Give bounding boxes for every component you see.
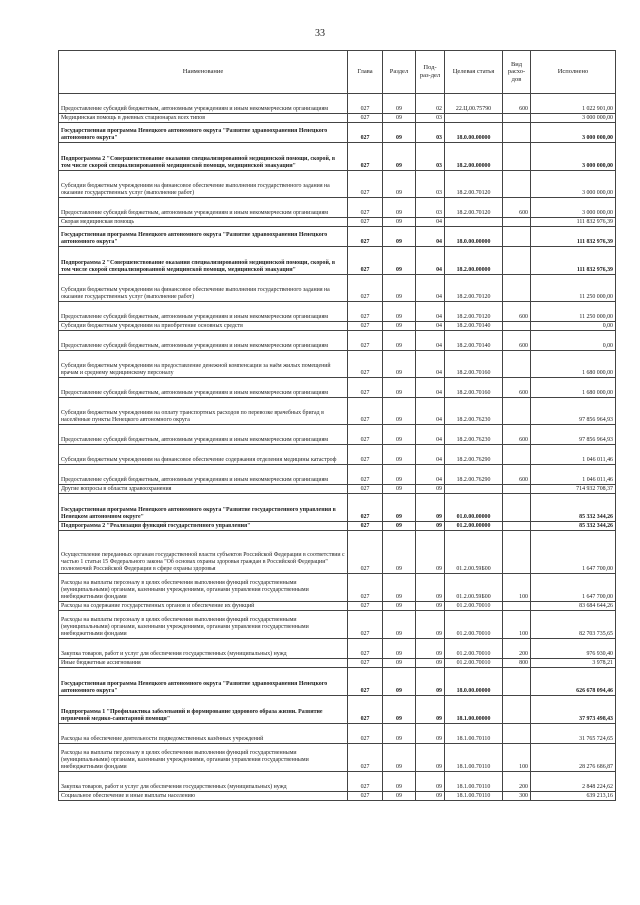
cell-razdel: 09: [383, 772, 416, 792]
table-row: [59, 792, 616, 801]
cell-expense-type: [503, 227, 531, 247]
cell-name: Предоставление субсидий бюджетным, автономным учреждениям и иным некоммерческим организациям: [59, 198, 348, 218]
cell-razdel: 09: [383, 724, 416, 744]
cell-target-article: 01.2.00.59Б00: [445, 531, 503, 574]
cell-glava: 027: [348, 351, 383, 378]
table-row: [59, 247, 616, 275]
cell-name: Предоставление субсидий бюджетным, автономным учреждениям и иным некоммерческим организациям: [59, 465, 348, 485]
cell-name: Субсидии бюджетным учреждениям на финансовое обеспечение выполнения государственного задания на оказание государственных услуг (выполнение работ): [59, 275, 348, 302]
cell-podrazdel: 09: [416, 792, 445, 801]
table-row: [59, 302, 616, 322]
table-row: [59, 494, 616, 522]
cell-target-article: 18.1.00.70110: [445, 724, 503, 744]
cell-name: Предоставление субсидий бюджетным, автономным учреждениям и иным некоммерческим организациям: [59, 302, 348, 322]
cell-podrazdel: 04: [416, 351, 445, 378]
cell-executed: 2 848 224,62: [531, 772, 616, 792]
cell-razdel: 09: [383, 143, 416, 171]
cell-executed: 97 856 964,93: [531, 398, 616, 425]
cell-name: Иные бюджетные ассигнования: [59, 659, 348, 668]
cell-expense-type: 100: [503, 611, 531, 639]
cell-podrazdel: 09: [416, 744, 445, 772]
table-row: [59, 696, 616, 724]
cell-executed: 1 046 011,46: [531, 445, 616, 465]
cell-target-article: 18.2.00.70120: [445, 275, 503, 302]
cell-glava: 027: [348, 485, 383, 494]
cell-target-article: 01.2.00.70010: [445, 659, 503, 668]
table-header-row: [59, 51, 616, 94]
cell-expense-type: [503, 123, 531, 143]
cell-expense-type: [503, 398, 531, 425]
cell-glava: 027: [348, 639, 383, 659]
cell-executed: 639 213,16: [531, 792, 616, 801]
table-row: [59, 351, 616, 378]
cell-executed: 714 932 708,37: [531, 485, 616, 494]
header-expense-type: Вид расхо-дов: [503, 51, 531, 94]
cell-glava: 027: [348, 602, 383, 611]
cell-glava: 027: [348, 378, 383, 398]
cell-target-article: 01.2.00.70010: [445, 639, 503, 659]
cell-podrazdel: 09: [416, 602, 445, 611]
table-row: [59, 639, 616, 659]
cell-name: Социальное обеспечение и иные выплаты населению: [59, 792, 348, 801]
cell-podrazdel: 04: [416, 322, 445, 331]
cell-podrazdel: 04: [416, 398, 445, 425]
cell-target-article: 18.1.00.70110: [445, 772, 503, 792]
cell-glava: 027: [348, 302, 383, 322]
cell-executed: 111 832 976,39: [531, 227, 616, 247]
cell-name: Субсидии бюджетным учреждениям на приобретение основных средств: [59, 322, 348, 331]
cell-podrazdel: 04: [416, 378, 445, 398]
cell-name: Субсидии бюджетным учреждениям на оплату транспортных расходов по перевозке врачебных бригад в населённые пункты Ненецкого автономного округа: [59, 398, 348, 425]
cell-target-article: 01.2.00.00000: [445, 522, 503, 531]
cell-expense-type: [503, 724, 531, 744]
table-row: [59, 724, 616, 744]
cell-podrazdel: 03: [416, 143, 445, 171]
table-row: [59, 445, 616, 465]
page-number: 33: [315, 28, 325, 39]
cell-razdel: 09: [383, 247, 416, 275]
cell-razdel: 09: [383, 425, 416, 445]
cell-expense-type: [503, 171, 531, 198]
cell-podrazdel: 04: [416, 227, 445, 247]
cell-glava: 027: [348, 659, 383, 668]
cell-target-article: 18.2.00.70120: [445, 171, 503, 198]
cell-razdel: 09: [383, 522, 416, 531]
cell-expense-type: [503, 485, 531, 494]
cell-glava: 027: [348, 114, 383, 123]
cell-podrazdel: 04: [416, 425, 445, 445]
cell-name: Предоставление субсидий бюджетным, автономным учреждениям и иным некоммерческим организациям: [59, 425, 348, 445]
cell-name: Субсидии бюджетным учреждениям на предоставление денежной компенсации за наём жилых помещений врачам и среднему медицинскому персоналу: [59, 351, 348, 378]
cell-name: Расходы на выплаты персоналу в целях обеспечения выполнения функций государственными (муниципальными) органами, казенными учреждениями, органами управления государственными внебюджетными фондами: [59, 574, 348, 602]
cell-razdel: 09: [383, 331, 416, 351]
cell-glava: 027: [348, 123, 383, 143]
cell-glava: 027: [348, 522, 383, 531]
cell-executed: 1 680 000,00: [531, 378, 616, 398]
cell-razdel: 09: [383, 123, 416, 143]
cell-name: Скорая медицинская помощь: [59, 218, 348, 227]
cell-razdel: 09: [383, 302, 416, 322]
cell-target-article: 18.2.00.70140: [445, 322, 503, 331]
cell-expense-type: 600: [503, 94, 531, 114]
cell-target-article: 01.2.00.70010: [445, 611, 503, 639]
cell-podrazdel: 09: [416, 724, 445, 744]
cell-podrazdel: 09: [416, 668, 445, 696]
header-target-article: Целевая статья: [445, 51, 503, 94]
cell-target-article: 18.2.00.76290: [445, 465, 503, 485]
cell-razdel: 09: [383, 574, 416, 602]
cell-razdel: 09: [383, 602, 416, 611]
cell-expense-type: 600: [503, 302, 531, 322]
cell-glava: 027: [348, 792, 383, 801]
cell-glava: 027: [348, 247, 383, 275]
cell-podrazdel: 09: [416, 494, 445, 522]
cell-podrazdel: 04: [416, 218, 445, 227]
cell-expense-type: [503, 247, 531, 275]
cell-podrazdel: 09: [416, 696, 445, 724]
cell-podrazdel: 09: [416, 531, 445, 574]
cell-razdel: 09: [383, 378, 416, 398]
cell-target-article: 18.2.00.70160: [445, 378, 503, 398]
cell-executed: 1 680 000,00: [531, 351, 616, 378]
cell-glava: 027: [348, 611, 383, 639]
cell-target-article: 18.2.00.76230: [445, 398, 503, 425]
cell-glava: 027: [348, 94, 383, 114]
cell-executed: 85 332 344,26: [531, 494, 616, 522]
cell-executed: 1 022 901,00: [531, 94, 616, 114]
cell-executed: 97 856 964,93: [531, 425, 616, 445]
table-row: [59, 772, 616, 792]
cell-target-article: 18.2.00.76230: [445, 425, 503, 445]
cell-executed: 111 832 976,39: [531, 218, 616, 227]
cell-target-article: 01.2.00.59Б00: [445, 574, 503, 602]
cell-glava: 027: [348, 227, 383, 247]
table-row: [59, 398, 616, 425]
cell-name: Расходы на содержание государственных органов и обеспечение их функций: [59, 602, 348, 611]
header-razdel: Раздел: [383, 51, 416, 94]
cell-executed: 3 978,21: [531, 659, 616, 668]
cell-target-article: 18.1.00.70110: [445, 792, 503, 801]
cell-target-article: 18.0.00.00000: [445, 123, 503, 143]
cell-target-article: 18.2.00.70120: [445, 302, 503, 322]
cell-glava: 027: [348, 275, 383, 302]
cell-glava: 027: [348, 445, 383, 465]
cell-expense-type: [503, 114, 531, 123]
cell-razdel: 09: [383, 94, 416, 114]
cell-target-article: [445, 485, 503, 494]
table-row: [59, 378, 616, 398]
cell-podrazdel: 09: [416, 772, 445, 792]
table-row: [59, 198, 616, 218]
cell-name: Расходы на выплаты персоналу в целях обеспечения выполнения функций государственными (муниципальными) органами, казенными учреждениями, органами управления государственными внебюджетными фондами: [59, 744, 348, 772]
table-row: [59, 227, 616, 247]
cell-expense-type: [503, 322, 531, 331]
cell-executed: 0,00: [531, 331, 616, 351]
table-row: [59, 425, 616, 445]
cell-executed: 83 684 644,26: [531, 602, 616, 611]
cell-executed: 11 250 000,00: [531, 275, 616, 302]
cell-expense-type: [503, 668, 531, 696]
cell-glava: 027: [348, 772, 383, 792]
cell-target-article: 18.2.00.70160: [445, 351, 503, 378]
cell-expense-type: [503, 351, 531, 378]
cell-glava: 027: [348, 171, 383, 198]
cell-glava: 027: [348, 574, 383, 602]
cell-razdel: 09: [383, 485, 416, 494]
cell-glava: 027: [348, 724, 383, 744]
cell-executed: 28 276 686,87: [531, 744, 616, 772]
table-row: [59, 744, 616, 772]
cell-executed: 3 000 000,00: [531, 171, 616, 198]
cell-expense-type: [503, 531, 531, 574]
cell-name: Расходы на обеспечение деятельности подведомственных казённых учреждений: [59, 724, 348, 744]
cell-name: Государственная программа Ненецкого автономного округа "Развитие здравоохранения Ненецкого автономного округа": [59, 123, 348, 143]
cell-expense-type: [503, 445, 531, 465]
cell-executed: 1 046 011,46: [531, 465, 616, 485]
cell-podrazdel: 04: [416, 275, 445, 302]
cell-executed: 3 000 000,00: [531, 123, 616, 143]
cell-executed: 82 703 735,65: [531, 611, 616, 639]
cell-target-article: 18.2.00.00000: [445, 143, 503, 171]
cell-glava: 027: [348, 744, 383, 772]
budget-table: [58, 50, 616, 801]
cell-razdel: 09: [383, 668, 416, 696]
cell-razdel: 09: [383, 275, 416, 302]
cell-target-article: 18.2.00.00000: [445, 247, 503, 275]
table-row: [59, 465, 616, 485]
cell-glava: 027: [348, 198, 383, 218]
cell-executed: 3 000 000,00: [531, 114, 616, 123]
cell-podrazdel: 09: [416, 485, 445, 494]
cell-razdel: 09: [383, 659, 416, 668]
cell-expense-type: 100: [503, 744, 531, 772]
cell-executed: 31 765 724,65: [531, 724, 616, 744]
cell-target-article: 01.2.00.70010: [445, 602, 503, 611]
cell-executed: 111 832 976,39: [531, 247, 616, 275]
table-row: [59, 218, 616, 227]
cell-name: Предоставление субсидий бюджетным, автономным учреждениям и иным некоммерческим организациям: [59, 94, 348, 114]
cell-razdel: 09: [383, 171, 416, 198]
cell-name: Закупка товаров, работ и услуг для обеспечения государственных (муниципальных) нужд: [59, 772, 348, 792]
cell-name: Подпрограмма 2 "Реализация функций государственного управления": [59, 522, 348, 531]
cell-expense-type: 600: [503, 378, 531, 398]
cell-expense-type: 600: [503, 331, 531, 351]
cell-name: Государственная программа Ненецкого автономного округа "Развитие здравоохранения Ненецкого автономного округа": [59, 227, 348, 247]
cell-razdel: 09: [383, 114, 416, 123]
cell-podrazdel: 03: [416, 123, 445, 143]
cell-expense-type: [503, 218, 531, 227]
cell-executed: 1 647 700,00: [531, 531, 616, 574]
table-row: [59, 275, 616, 302]
cell-expense-type: 200: [503, 639, 531, 659]
cell-glava: 027: [348, 218, 383, 227]
table-row: [59, 531, 616, 574]
cell-razdel: 09: [383, 465, 416, 485]
cell-podrazdel: 09: [416, 522, 445, 531]
table-row: [59, 659, 616, 668]
cell-executed: 37 973 498,43: [531, 696, 616, 724]
table-row: [59, 143, 616, 171]
cell-expense-type: 600: [503, 425, 531, 445]
header-glava: Глава: [348, 51, 383, 94]
cell-expense-type: [503, 143, 531, 171]
cell-podrazdel: 04: [416, 445, 445, 465]
table-row: [59, 522, 616, 531]
cell-podrazdel: 04: [416, 465, 445, 485]
cell-name: Предоставление субсидий бюджетным, автономным учреждениям и иным некоммерческим организациям: [59, 378, 348, 398]
cell-podrazdel: 09: [416, 611, 445, 639]
cell-expense-type: 200: [503, 772, 531, 792]
cell-expense-type: [503, 602, 531, 611]
cell-expense-type: [503, 494, 531, 522]
cell-name: Подпрограмма 1 "Профилактика заболеваний и формирование здорового образа жизни. Развитие первичной медико-санитарной помощи": [59, 696, 348, 724]
cell-razdel: 09: [383, 696, 416, 724]
cell-razdel: 09: [383, 198, 416, 218]
cell-razdel: 09: [383, 611, 416, 639]
cell-name: Государственная программа Ненецкого автономного округа "Развитие здравоохранения Ненецкого автономного округа": [59, 668, 348, 696]
cell-expense-type: [503, 696, 531, 724]
cell-glava: 027: [348, 668, 383, 696]
table-row: [59, 485, 616, 494]
cell-razdel: 09: [383, 227, 416, 247]
cell-razdel: 09: [383, 322, 416, 331]
cell-podrazdel: 03: [416, 114, 445, 123]
cell-razdel: 09: [383, 744, 416, 772]
table-row: [59, 123, 616, 143]
cell-name: Предоставление субсидий бюджетным, автономным учреждениям и иным некоммерческим организациям: [59, 331, 348, 351]
cell-executed: 976 930,40: [531, 639, 616, 659]
cell-razdel: 09: [383, 445, 416, 465]
cell-glava: 027: [348, 398, 383, 425]
cell-glava: 027: [348, 322, 383, 331]
cell-razdel: 09: [383, 639, 416, 659]
cell-target-article: 18.2.00.70120: [445, 198, 503, 218]
cell-executed: 626 678 094,46: [531, 668, 616, 696]
cell-target-article: 18.1.00.00000: [445, 696, 503, 724]
cell-target-article: 18.1.00.70110: [445, 744, 503, 772]
cell-glava: 027: [348, 531, 383, 574]
cell-name: Медицинская помощь в дневных стационарах всех типов: [59, 114, 348, 123]
cell-executed: 85 332 344,26: [531, 522, 616, 531]
cell-razdel: 09: [383, 494, 416, 522]
cell-glava: 027: [348, 425, 383, 445]
cell-razdel: 09: [383, 218, 416, 227]
cell-name: Государственная программа Ненецкого автономного округа "Развитие государственного управления в Ненецком автономном округе": [59, 494, 348, 522]
cell-glava: 027: [348, 465, 383, 485]
cell-name: Подпрограмма 2 "Совершенствование оказания специализированной медицинской помощи, скорой, в том числе скорой специализированной медицинской помощи, медицинской эвакуации": [59, 143, 348, 171]
cell-name: Закупка товаров, работ и услуг для обеспечения государственных (муниципальных) нужд: [59, 639, 348, 659]
cell-podrazdel: 04: [416, 302, 445, 322]
cell-target-article: 22.Ц.00.75790: [445, 94, 503, 114]
table-row: [59, 574, 616, 602]
table-row: [59, 611, 616, 639]
cell-expense-type: 800: [503, 659, 531, 668]
cell-glava: 027: [348, 331, 383, 351]
table-row: [59, 114, 616, 123]
cell-razdel: 09: [383, 531, 416, 574]
cell-name: Осуществление переданных органам государственной власти субъектов Российской Федерации в соответствии с частью 1 статьи 15 Федерального закона "Об основах охраны здоровья граждан в Российской Федерации" полномочий Российской Федерации в сфере охраны здоровья: [59, 531, 348, 574]
cell-podrazdel: 09: [416, 574, 445, 602]
cell-podrazdel: 03: [416, 171, 445, 198]
cell-razdel: 09: [383, 792, 416, 801]
cell-target-article: [445, 218, 503, 227]
cell-executed: 11 250 000,00: [531, 302, 616, 322]
cell-target-article: 18.0.00.00000: [445, 668, 503, 696]
table-row: [59, 668, 616, 696]
cell-executed: 3 000 000,00: [531, 198, 616, 218]
cell-executed: 1 647 700,00: [531, 574, 616, 602]
cell-target-article: 01.0.00.00000: [445, 494, 503, 522]
header-executed: Исполнено: [531, 51, 616, 94]
cell-executed: 0,00: [531, 322, 616, 331]
header-name: Наименование: [59, 51, 348, 94]
cell-name: Расходы на выплаты персоналу в целях обеспечения выполнения функций государственными (муниципальными) органами, казенными учреждениями, органами управления государственными внебюджетными фондами: [59, 611, 348, 639]
table-row: [59, 331, 616, 351]
cell-target-article: 18.2.00.76290: [445, 445, 503, 465]
table-row: [59, 602, 616, 611]
cell-podrazdel: 04: [416, 331, 445, 351]
cell-target-article: 18.2.00.70140: [445, 331, 503, 351]
cell-razdel: 09: [383, 351, 416, 378]
header-podrazdel: Под-раз-дел: [416, 51, 445, 94]
cell-podrazdel: 04: [416, 247, 445, 275]
table-body: [59, 94, 616, 801]
cell-podrazdel: 09: [416, 659, 445, 668]
cell-podrazdel: 03: [416, 198, 445, 218]
table-row: [59, 94, 616, 114]
cell-expense-type: [503, 522, 531, 531]
cell-glava: 027: [348, 696, 383, 724]
table-row: [59, 171, 616, 198]
cell-expense-type: 600: [503, 465, 531, 485]
cell-glava: 027: [348, 494, 383, 522]
cell-razdel: 09: [383, 398, 416, 425]
cell-name: Субсидии бюджетным учреждениям на финансовое обеспечение выполнения государственного задания на оказание государственных услуг (выполнение работ): [59, 171, 348, 198]
cell-glava: 027: [348, 143, 383, 171]
cell-podrazdel: 02: [416, 94, 445, 114]
cell-executed: 3 000 000,00: [531, 143, 616, 171]
cell-expense-type: 300: [503, 792, 531, 801]
cell-name: Другие вопросы в области здравоохранения: [59, 485, 348, 494]
cell-target-article: 18.0.00.00000: [445, 227, 503, 247]
cell-expense-type: 600: [503, 198, 531, 218]
cell-podrazdel: 09: [416, 639, 445, 659]
cell-expense-type: [503, 275, 531, 302]
cell-expense-type: 100: [503, 574, 531, 602]
table-row: [59, 322, 616, 331]
cell-name: Подпрограмма 2 "Совершенствование оказания специализированной медицинской помощи, скорой, в том числе скорой специализированной медицинской помощи, медицинской эвакуации": [59, 247, 348, 275]
cell-target-article: [445, 114, 503, 123]
cell-name: Субсидии бюджетным учреждениям на финансовое обеспечение содержания отделения медицины катастроф: [59, 445, 348, 465]
